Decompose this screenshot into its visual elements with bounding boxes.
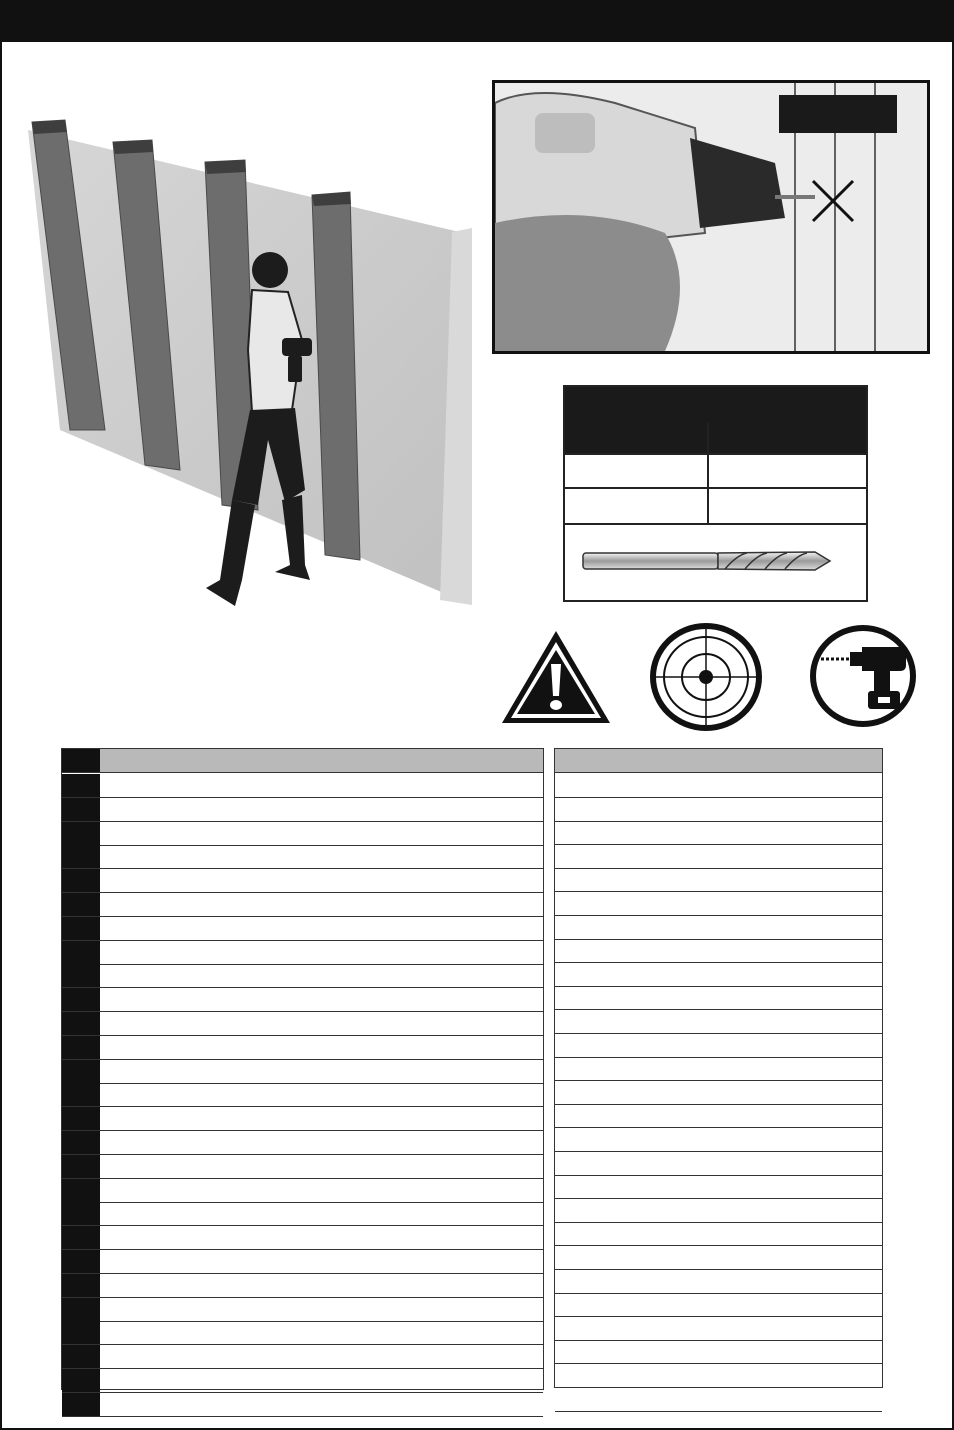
part-description: [555, 1175, 882, 1198]
part-description: [100, 1369, 543, 1392]
table-row: [555, 1081, 882, 1105]
table-row: [62, 1155, 543, 1179]
drill-bit-cell: [709, 487, 866, 521]
part-description: [555, 1034, 882, 1057]
part-description: [100, 1012, 543, 1035]
part-description: [555, 892, 882, 915]
part-description: [555, 1293, 882, 1316]
table-row: [62, 1345, 543, 1369]
table-row: [62, 1393, 543, 1417]
number-cell: [62, 1274, 100, 1297]
part-description: [100, 988, 543, 1011]
part-description: [555, 1081, 882, 1104]
parts-left-header-row: [62, 749, 543, 773]
part-description: [555, 1340, 882, 1363]
table-row: [555, 986, 882, 1010]
part-description: [555, 1199, 882, 1222]
drill-bit-cell: [709, 453, 866, 487]
number-cell: [62, 917, 100, 940]
number-cell: [62, 893, 100, 916]
part-description: [555, 845, 882, 868]
part-description: [100, 798, 543, 821]
table-row: [555, 1317, 882, 1341]
target-icon: [648, 621, 764, 733]
number-cell: [62, 988, 100, 1011]
drill-bit-icon: [565, 525, 866, 600]
table-row: [555, 1057, 882, 1081]
parts-right-header-row: [555, 749, 882, 773]
table-row: [62, 1274, 543, 1298]
number-cell: [62, 774, 100, 797]
table-row: [555, 1364, 882, 1388]
part-description: [100, 1250, 543, 1273]
number-cell: [62, 822, 100, 845]
table-row: [555, 1388, 882, 1412]
table-row: [555, 1128, 882, 1152]
number-cell: [62, 1060, 100, 1083]
table-row: [62, 798, 543, 822]
drill-bit-graphic-row: [565, 523, 866, 600]
number-cell: [62, 941, 100, 964]
stud-label: [779, 95, 897, 133]
part-description: [100, 1321, 543, 1344]
table-row: [62, 1107, 543, 1131]
part-description: [555, 1057, 882, 1080]
table-row: [555, 774, 882, 798]
table-row: [62, 822, 543, 846]
part-description: [555, 1128, 882, 1151]
table-row: [555, 1340, 882, 1364]
wall-drilling-illustration: [20, 110, 480, 620]
number-cell: [62, 1393, 100, 1416]
table-row: [62, 1036, 543, 1060]
number-cell: [62, 1226, 100, 1249]
table-row: [62, 1202, 543, 1226]
number-cell: [62, 1298, 100, 1321]
part-description: [555, 798, 882, 821]
number-cell: [62, 1012, 100, 1035]
table-row: [62, 964, 543, 988]
part-description: [100, 1298, 543, 1321]
table-row: [555, 1175, 882, 1199]
table-row: [62, 1226, 543, 1250]
part-description: [100, 1179, 543, 1202]
drill-bit-table: [563, 385, 868, 602]
part-description: [100, 774, 543, 797]
table-row: [555, 821, 882, 845]
part-description: [100, 917, 543, 940]
part-description: [100, 1083, 543, 1106]
number-cell: [62, 869, 100, 892]
table-row: [62, 1012, 543, 1036]
parts-table-left: [61, 748, 544, 1390]
number-cell: [62, 1036, 100, 1059]
table-row: [555, 1222, 882, 1246]
table-row: [62, 845, 543, 869]
number-cell: [62, 1345, 100, 1368]
parts-right-header: [555, 749, 882, 772]
table-row: [62, 1083, 543, 1107]
number-cell: [62, 1179, 100, 1202]
part-description: [555, 939, 882, 962]
table-row: [555, 939, 882, 963]
number-cell: [62, 1202, 100, 1225]
drill-bit-col-2: [709, 423, 866, 453]
part-description: [555, 963, 882, 986]
table-row: [555, 1152, 882, 1176]
part-description: [555, 916, 882, 939]
table-row: [62, 917, 543, 941]
drill-bit-cell: [565, 487, 707, 521]
header-bar: [2, 2, 952, 42]
number-cell: [62, 1107, 100, 1130]
number-cell: [62, 749, 100, 772]
table-row: [555, 1104, 882, 1128]
part-description: [555, 1317, 882, 1340]
table-row: [555, 1293, 882, 1317]
part-description: [555, 1152, 882, 1175]
table-row: [62, 869, 543, 893]
part-description: [555, 821, 882, 844]
part-description: [555, 1364, 882, 1387]
table-row: [555, 1010, 882, 1034]
part-description: [555, 1388, 882, 1411]
table-row: [62, 1131, 543, 1155]
table-row: [62, 1179, 543, 1203]
table-row: [555, 1034, 882, 1058]
part-description: [555, 986, 882, 1009]
part-description: [100, 1107, 543, 1130]
table-row: [62, 1250, 543, 1274]
table-row: [62, 1369, 543, 1393]
number-cell: [62, 1155, 100, 1178]
part-description: [100, 822, 543, 845]
table-row: [62, 774, 543, 798]
number-cell: [62, 845, 100, 868]
parts-left-header: [100, 749, 543, 772]
table-divider: [707, 423, 709, 523]
part-description: [100, 845, 543, 868]
table-row: [62, 988, 543, 1012]
part-description: [555, 1222, 882, 1245]
table-row: [555, 868, 882, 892]
part-description: [555, 868, 882, 891]
warning-icon: [499, 628, 613, 726]
part-description: [100, 941, 543, 964]
table-row: [555, 1270, 882, 1294]
table-row: [555, 798, 882, 822]
part-description: [100, 1155, 543, 1178]
number-cell: [62, 1131, 100, 1154]
table-row: [62, 1060, 543, 1084]
table-row: [555, 892, 882, 916]
table-row: [62, 941, 543, 965]
table-row: [555, 1199, 882, 1223]
part-description: [100, 1345, 543, 1368]
drill-closeup-photo: [492, 80, 930, 354]
table-row: [555, 916, 882, 940]
part-description: [100, 1060, 543, 1083]
part-description: [100, 893, 543, 916]
power-drill-icon: [808, 623, 918, 729]
part-description: [100, 964, 543, 987]
number-cell: [62, 964, 100, 987]
part-description: [555, 774, 882, 797]
part-description: [100, 869, 543, 892]
part-description: [100, 1274, 543, 1297]
table-row: [555, 845, 882, 869]
number-cell: [62, 1369, 100, 1392]
table-row: [62, 893, 543, 917]
parts-table-right: [554, 748, 883, 1388]
number-cell: [62, 1250, 100, 1273]
part-description: [100, 1131, 543, 1154]
part-description: [555, 1104, 882, 1127]
drill-bit-table-title: [565, 387, 866, 423]
number-cell: [62, 1083, 100, 1106]
table-row: [555, 1246, 882, 1270]
drill-bit-cell: [565, 453, 707, 487]
part-description: [100, 1036, 543, 1059]
table-row: [62, 1321, 543, 1345]
table-row: [62, 1298, 543, 1322]
part-description: [555, 1270, 882, 1293]
part-description: [100, 1202, 543, 1225]
number-cell: [62, 1321, 100, 1344]
table-row: [555, 963, 882, 987]
drill-bit-col-1: [565, 423, 707, 453]
part-description: [100, 1226, 543, 1249]
part-description: [100, 1393, 543, 1416]
part-description: [555, 1010, 882, 1033]
number-cell: [62, 798, 100, 821]
part-description: [555, 1246, 882, 1269]
